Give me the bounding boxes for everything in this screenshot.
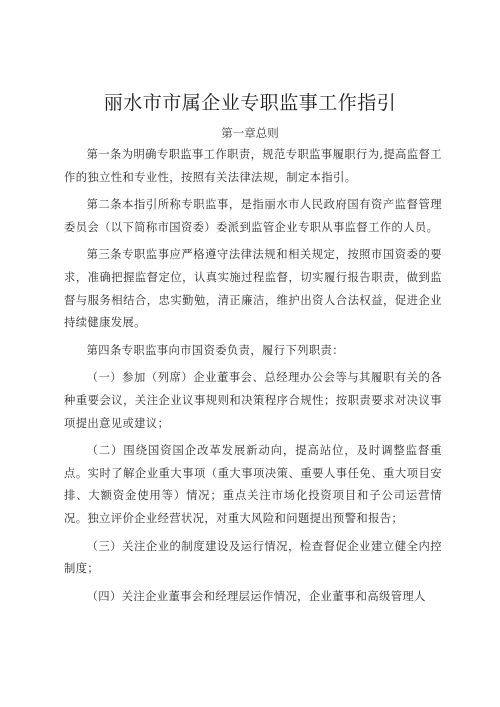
article-2-paragraph: 第二条本指引所称专职监事，是指丽水市人民政府国有资产监督管理委员会（以下简称市国资委）委派到监管企业专职从事监督工作的人员。 bbox=[64, 198, 442, 234]
article-1-paragraph: 第一条为明确专职监事工作职责，规范专职监事履职行为,提高监督工作的独立性和专业性，按照有关法律法规，制定本指引。 bbox=[64, 148, 442, 184]
chapter-heading: 第一章总则 bbox=[221, 126, 279, 140]
article-3-paragraph: 第三条专职监事应严格遵守法律法规和相关规定，按照市国资委的要求，准确把握监督定位，认真实施过程监督，切实履行报告职责，做到监督与服务相结合，忠实勤勉，清正廉洁，维护出资人合法权益，促进企业持续健康发展。 bbox=[64, 248, 442, 330]
article-4-item-4: （四）关注企业董事会和经理层运作情况，企业董事和高级管理人 bbox=[86, 589, 426, 603]
article-4-item-3: （三）关注企业的制度建设及运行情况，检查督促企业建立健全内控制度； bbox=[64, 539, 442, 576]
article-4-item-2: （二）围绕国资国企改革发展新动向，提高站位，及时调整监督重点。实时了解企业重大事项（重大事项决策、重要人事任免、重大项目安排、大额资金使用等）情况；重点关注市场化投资项目和子公司运营情况。独立评价企业经营状况，对重大风险和问题提出预警和报告； bbox=[64, 444, 442, 525]
document-title: 丽水市市属企业专职监事工作指引 bbox=[103, 92, 397, 114]
document-body bbox=[64, 144, 442, 608]
article-4-item-1: （一）参加（列席）企业董事会、总经理办公会等与其履职有关的各种重要会议，关注企业议事规则和决策程序合规性；按职责要求对决议事项提出意见或建议； bbox=[64, 371, 442, 430]
article-4-paragraph: 第四条专职监事向市国资委负责，履行下列职责： bbox=[86, 343, 344, 357]
